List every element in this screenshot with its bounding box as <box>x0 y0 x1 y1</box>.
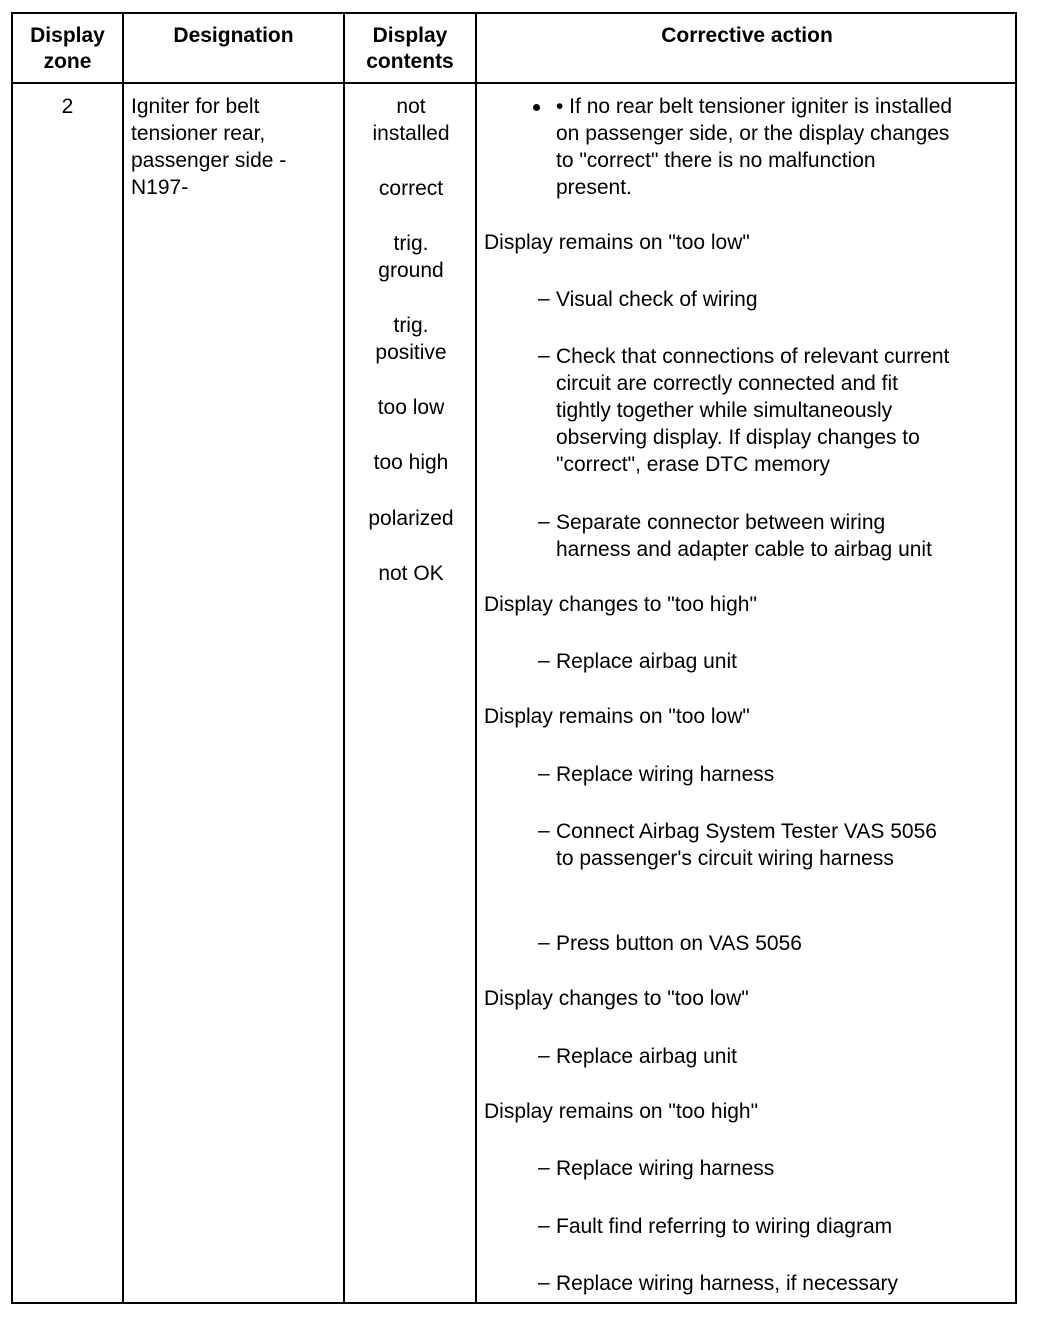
dash-icon: – <box>538 1271 550 1294</box>
display-contents-line: trig. <box>393 314 429 337</box>
action-step: Replace wiring harness, if necessary <box>556 1272 898 1295</box>
display-contents-too-low: too low <box>377 396 445 419</box>
action-line: to "correct" there is no malfunction <box>556 149 876 172</box>
action-line: • If no rear belt tensioner igniter is installed <box>556 95 953 118</box>
action-step <box>556 509 932 563</box>
display-contents-line: installed <box>372 122 450 145</box>
dash-icon: – <box>538 819 550 842</box>
action-line: harness and adapter cable to airbag unit <box>556 538 932 561</box>
display-contents-line: positive <box>375 341 447 364</box>
action-heading: Display remains on "too high" <box>484 1100 759 1123</box>
action-line: on passenger side, or the display changes <box>556 122 950 145</box>
action-line: Separate connector between wiring <box>556 511 886 534</box>
designation-line: tensioner rear, <box>131 122 266 145</box>
header-divider <box>13 82 1015 84</box>
header-display-contents <box>345 23 475 75</box>
action-heading: Display changes to "too low" <box>484 987 749 1010</box>
display-contents-not-ok: not OK <box>378 562 444 585</box>
column-divider <box>122 14 124 1302</box>
display-contents-trig-ground <box>347 230 475 284</box>
header-display-zone-line1: Display <box>30 24 105 47</box>
display-contents-correct: correct <box>378 177 444 200</box>
dash-icon: – <box>538 1156 550 1179</box>
dash-icon: – <box>538 1214 550 1237</box>
action-line: to passenger's circuit wiring harness <box>556 847 894 870</box>
header-designation: Designation <box>173 24 294 47</box>
bullet-icon <box>533 104 540 111</box>
action-step: Replace wiring harness <box>556 763 775 786</box>
action-step <box>556 818 937 872</box>
display-zone-value: 2 <box>61 95 74 118</box>
action-heading: Display remains on "too low" <box>484 705 750 728</box>
dash-icon: – <box>538 344 550 367</box>
dash-icon: – <box>538 510 550 533</box>
column-divider <box>475 14 477 1302</box>
header-display-contents-line2: contents <box>366 50 454 73</box>
action-heading: Display changes to "too high" <box>484 593 757 616</box>
action-heading: Display remains on "too low" <box>484 231 750 254</box>
dash-icon: – <box>538 1044 550 1067</box>
fault-table <box>11 12 1017 1304</box>
header-display-zone-line2: zone <box>43 50 92 73</box>
designation-line: N197- <box>131 176 189 199</box>
action-line: "correct", erase DTC memory <box>556 453 830 476</box>
action-line: circuit are correctly connected and fit <box>556 372 898 395</box>
display-contents-line: ground <box>378 259 444 282</box>
header-display-contents-line1: Display <box>372 24 448 47</box>
display-contents-trig-positive <box>347 312 475 366</box>
designation-line: passenger side - <box>131 149 287 172</box>
display-contents-too-high: too high <box>373 451 449 474</box>
action-step: Press button on VAS 5056 <box>556 932 802 955</box>
action-step: Fault find referring to wiring diagram <box>556 1215 893 1238</box>
dash-icon: – <box>538 287 550 310</box>
action-line: Check that connections of relevant current <box>556 345 950 368</box>
action-line: observing display. If display changes to <box>556 426 920 449</box>
column-divider <box>343 14 345 1302</box>
display-contents-line: not <box>396 95 426 118</box>
display-contents-line: trig. <box>393 232 429 255</box>
header-display-zone <box>13 23 122 75</box>
action-bullet-item <box>556 93 952 201</box>
header-corrective-action: Corrective action <box>661 24 833 47</box>
action-step <box>556 343 949 478</box>
action-line: tightly together while simultaneously <box>556 399 893 422</box>
action-step: Replace airbag unit <box>556 650 737 673</box>
action-step: Replace wiring harness <box>556 1157 775 1180</box>
action-step: Replace airbag unit <box>556 1045 737 1068</box>
dash-icon: – <box>538 762 550 785</box>
display-contents-polarized: polarized <box>368 507 454 530</box>
dash-icon: – <box>538 649 550 672</box>
action-line: present. <box>556 176 632 199</box>
dash-icon: – <box>538 931 550 954</box>
designation-line: Igniter for belt <box>131 95 260 118</box>
action-line: Connect Airbag System Tester VAS 5056 <box>556 820 937 843</box>
display-contents-not-installed <box>347 93 475 147</box>
designation-text <box>131 93 286 201</box>
action-step: Visual check of wiring <box>556 288 758 311</box>
